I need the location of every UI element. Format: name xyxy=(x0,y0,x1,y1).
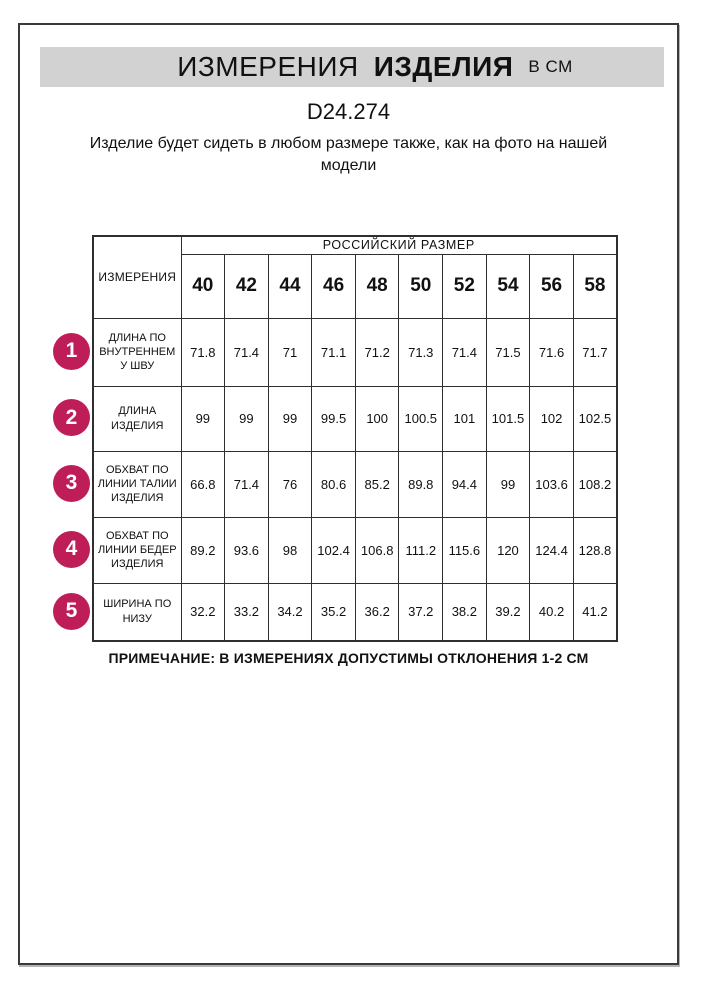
size-column-header: 52 xyxy=(443,254,487,318)
measurement-value: 71.4 xyxy=(225,318,269,386)
size-column-header: 54 xyxy=(486,254,530,318)
measurement-value: 38.2 xyxy=(443,583,487,641)
measurement-value: 76 xyxy=(268,451,312,517)
measurement-value: 71.8 xyxy=(181,318,225,386)
measurement-value: 99 xyxy=(225,386,269,451)
measurements-table xyxy=(92,235,618,642)
row-label: ОБХВАТ ПО ЛИНИИ ТАЛИИ ИЗДЕЛИЯ xyxy=(93,451,181,517)
size-column-header: 44 xyxy=(268,254,312,318)
row-number-badge: 1 xyxy=(53,333,90,370)
measurement-value: 71 xyxy=(268,318,312,386)
measurement-value: 89.8 xyxy=(399,451,443,517)
size-column-header: 46 xyxy=(312,254,356,318)
measurement-value: 35.2 xyxy=(312,583,356,641)
table-row xyxy=(93,451,617,517)
table-row xyxy=(93,517,617,583)
measurement-value: 102.4 xyxy=(312,517,356,583)
measurement-value: 106.8 xyxy=(355,517,399,583)
measurement-value: 40.2 xyxy=(530,583,574,641)
row-number-badge: 4 xyxy=(53,531,90,568)
measurement-value: 98 xyxy=(268,517,312,583)
note-text: ПРИМЕЧАНИЕ: В ИЗМЕРЕНИЯХ ДОПУСТИМЫ ОТКЛОНЕНИЯ 1-2 СМ xyxy=(108,650,589,666)
row-label: ДЛИНА ИЗДЕЛИЯ xyxy=(93,386,181,451)
measurement-value: 80.6 xyxy=(312,451,356,517)
measurement-value: 71.1 xyxy=(312,318,356,386)
row-number-badge: 2 xyxy=(53,399,90,436)
measurement-value: 37.2 xyxy=(399,583,443,641)
measurement-value: 101 xyxy=(443,386,487,451)
measurement-value: 100 xyxy=(355,386,399,451)
measurement-value: 108.2 xyxy=(573,451,617,517)
measurement-value: 71.3 xyxy=(399,318,443,386)
measurement-value: 71.6 xyxy=(530,318,574,386)
measurement-value: 85.2 xyxy=(355,451,399,517)
measurement-value: 39.2 xyxy=(486,583,530,641)
size-column-header: 40 xyxy=(181,254,225,318)
row-label: ШИРИНА ПО НИЗУ xyxy=(93,583,181,641)
table-row xyxy=(93,583,617,641)
measurement-value: 89.2 xyxy=(181,517,225,583)
measurement-value: 71.7 xyxy=(573,318,617,386)
measurement-value: 71.4 xyxy=(225,451,269,517)
size-column-header: 48 xyxy=(355,254,399,318)
title-unit: В СМ xyxy=(528,57,573,76)
measurement-value: 36.2 xyxy=(355,583,399,641)
row-number-badge: 5 xyxy=(53,593,90,630)
measurement-value: 33.2 xyxy=(225,583,269,641)
measurement-value: 102.5 xyxy=(573,386,617,451)
measurement-value: 115.6 xyxy=(443,517,487,583)
measurement-value: 101.5 xyxy=(486,386,530,451)
measurement-value: 34.2 xyxy=(268,583,312,641)
measurement-value: 99 xyxy=(486,451,530,517)
measurement-value: 71.4 xyxy=(443,318,487,386)
measurement-value: 99.5 xyxy=(312,386,356,451)
table-corner-header: ИЗМЕРЕНИЯ xyxy=(93,236,181,318)
article-number: D24.274 xyxy=(306,99,391,124)
size-column-header: 58 xyxy=(573,254,617,318)
size-column-header: 42 xyxy=(225,254,269,318)
measurement-value: 120 xyxy=(486,517,530,583)
measurement-value: 32.2 xyxy=(181,583,225,641)
measurement-value: 93.6 xyxy=(225,517,269,583)
measurement-value: 66.8 xyxy=(181,451,225,517)
page-frame xyxy=(18,23,679,965)
measurement-value: 94.4 xyxy=(443,451,487,517)
table-row xyxy=(93,386,617,451)
measurement-value: 124.4 xyxy=(530,517,574,583)
measurement-value: 99 xyxy=(268,386,312,451)
description-text: Изделие будет сидеть в любом размере также, как на фото на нашей модели xyxy=(89,135,608,174)
measurement-value: 128.8 xyxy=(573,517,617,583)
table-group-header: РОССИЙСКИЙ РАЗМЕР xyxy=(181,236,617,254)
measurement-value: 99 xyxy=(181,386,225,451)
measurement-value: 71.5 xyxy=(486,318,530,386)
measurement-value: 102 xyxy=(530,386,574,451)
row-number-badge: 3 xyxy=(53,465,90,502)
title-band xyxy=(40,47,664,87)
row-label: ДЛИНА ПО ВНУТРЕННЕМУ ШВУ xyxy=(93,318,181,386)
size-column-header: 50 xyxy=(399,254,443,318)
size-column-header: 56 xyxy=(530,254,574,318)
table-row xyxy=(93,318,617,386)
measurement-value: 41.2 xyxy=(573,583,617,641)
measurement-value: 103.6 xyxy=(530,451,574,517)
measurement-value: 71.2 xyxy=(355,318,399,386)
title-main: ИЗМЕРЕНИЯ xyxy=(177,51,359,82)
title-product: ИЗДЕЛИЯ xyxy=(373,51,514,82)
measurement-value: 100.5 xyxy=(399,386,443,451)
row-label: ОБХВАТ ПО ЛИНИИ БЕДЕР ИЗДЕЛИЯ xyxy=(93,517,181,583)
measurement-value: 111.2 xyxy=(399,517,443,583)
